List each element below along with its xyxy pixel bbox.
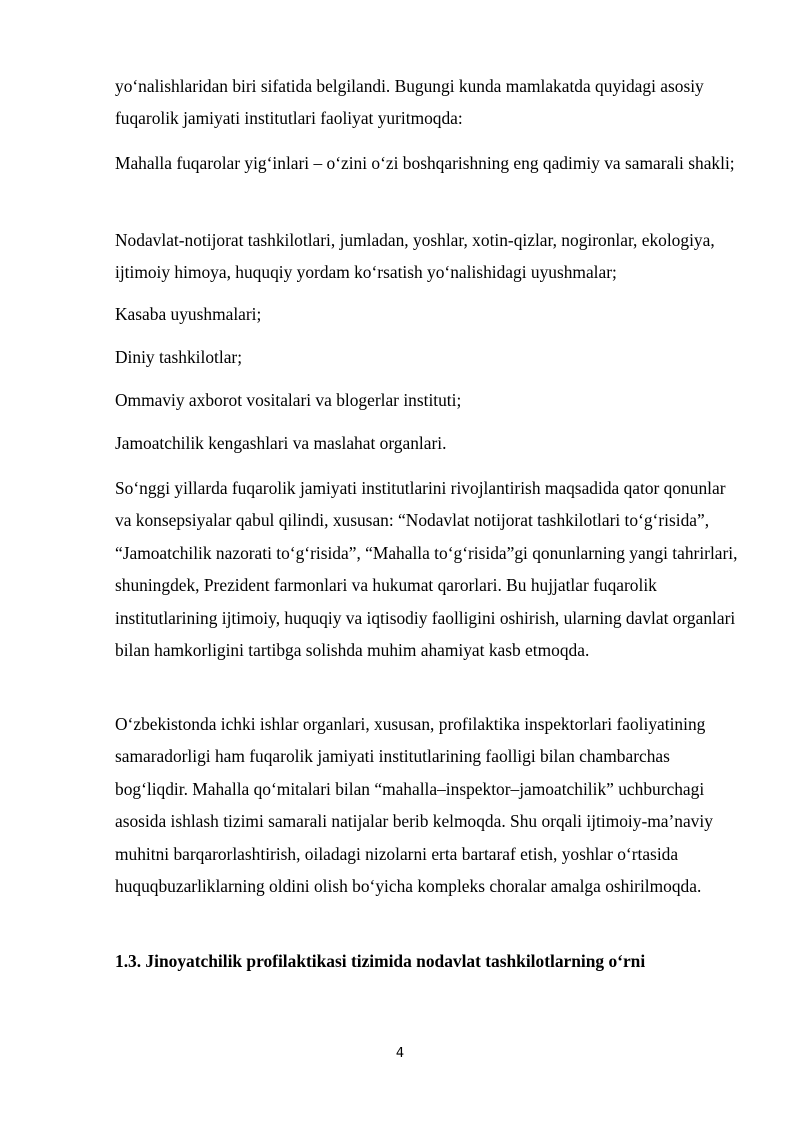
page-number: 4 bbox=[395, 1046, 405, 1061]
paragraph-media: Ommaviy axborot vositalari va blogerlar instituti; bbox=[115, 390, 462, 410]
paragraph-ngo: Nodavlat-notijorat tashkilotlari, jumladan, yoshlar, xotin-qizlar, nogironlar, ekologiya, ijtimoiy himoya, huquqiy yordam ko‘rsatish yo‘nalishidagi uyushmalar; bbox=[115, 230, 715, 283]
paragraph-trade-unions: Kasaba uyushmalari; bbox=[115, 304, 262, 324]
section-heading: 1.3. Jinoyatchilik profilaktikasi tizimida nodavlat tashkilotlarning o‘rni bbox=[115, 951, 646, 971]
paragraph-religious: Diniy tashkilotlar; bbox=[115, 347, 243, 367]
paragraph-internal-affairs: O‘zbekistonda ichki ishlar organlari, xususan, profilaktika inspektorlari faoliyatining samaradorligi ham fuqarolik jamiyati institutlarining faolligi bilan chambarchas bog‘liqdir. Mahalla qo‘mitalari bilan “mahalla–inspektor–jamoatchilik” uchburchagi asosida ishlash tizimi samarali natijalar berib kelmoqda. Shu orqali ijtimoiy-ma’naviy muhitni barqarorlashtirish, oiladagi nizolarni erta bartaraf etish, yoshlar o‘rtasida huquqbuzarliklarning oldini olish bo‘yicha kompleks choralar amalga oshirilmoqda. bbox=[115, 714, 713, 897]
paragraph-councils: Jamoatchilik kengashlari va maslahat organlari. bbox=[115, 433, 447, 453]
paragraph-mahalla: Mahalla fuqarolar yig‘inlari – o‘zini o‘zi boshqarishning eng qadimiy va samarali shakli; bbox=[115, 153, 735, 173]
paragraph-laws: So‘nggi yillarda fuqarolik jamiyati institutlarini rivojlantirish maqsadida qator qonunlar va konsepsiyalar qabul qilindi, xususan: “Nodavlat notijorat tashkilotlari to‘g‘risida”, “Jamoatchilik nazorati to‘g‘risida”, “Mahalla to‘g‘risida”gi qonunlarning yangi tahrirlari, shuningdek, Prezident farmonlari va hukumat qarorlari. Bu hujjatlar fuqarolik institutlarining ijtimoiy, huquqiy va iqtisodiy faolligini oshirish, ularning davlat organlari bilan hamkorligini tartibga solishda muhim ahamiyat kasb etmoqda. bbox=[115, 478, 738, 661]
paragraph-intro: yo‘nalishlaridan biri sifatida belgilandi. Bugungi kunda mamlakatda quyidagi asosiy fuqarolik jamiyati institutlari faoliyat yuritmoqda: bbox=[115, 76, 704, 129]
